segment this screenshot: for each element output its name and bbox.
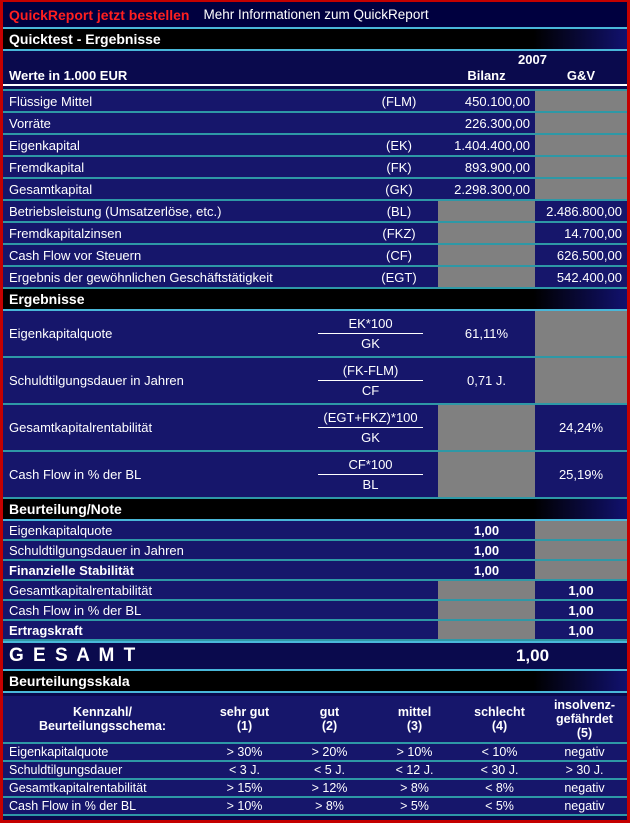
table-row <box>3 762 627 780</box>
guv-value: 25,19% <box>558 467 604 482</box>
formula-numerator: CF*100 <box>348 457 393 472</box>
scale-col-schlecht: schlecht (4) <box>474 705 525 733</box>
row-abbr: (FK) <box>386 159 412 175</box>
formula-denominator: BL <box>362 477 379 492</box>
empty-cell-gray <box>535 91 627 111</box>
guv-rating: 1,00 <box>568 602 594 618</box>
scale-cell: > 10% <box>396 745 433 759</box>
row-label: Schuldtilgungsdauer <box>9 763 123 777</box>
ratings-table <box>3 521 627 641</box>
formula-numerator: (FK-FLM) <box>342 363 399 378</box>
order-quickreport-link[interactable]: QuickReport jetzt bestellen <box>9 6 190 23</box>
empty-cell-gray <box>535 157 627 177</box>
scale-cell: > 8% <box>400 781 429 795</box>
empty-cell-gray <box>438 201 535 221</box>
row-label: Fremdkapital <box>9 159 85 175</box>
bilanz-value: 893.900,00 <box>464 159 530 175</box>
row-label: Schuldtilgungsdauer in Jahren <box>9 542 184 558</box>
row-label: Cash Flow in % der BL <box>9 467 142 482</box>
table-row <box>3 113 627 135</box>
section-header-beurteilung <box>3 499 627 519</box>
table-row <box>3 798 627 816</box>
row-label: Gesamtkapitalrentabilität <box>9 420 153 435</box>
scale-cell: > 30 J. <box>565 763 604 777</box>
formula-denominator: CF <box>361 383 380 398</box>
scale-cell: < 3 J. <box>229 763 260 777</box>
table-row <box>3 780 627 798</box>
page-title: Quicktest - Ergebnisse <box>9 31 161 47</box>
formula-cell <box>303 358 438 403</box>
row-abbr: (GK) <box>385 181 413 197</box>
bilanz-value: 0,71 J. <box>466 373 507 388</box>
empty-cell-gray <box>438 267 535 287</box>
total-label: G E S A M T <box>9 645 138 666</box>
row-label: Cash Flow in % der BL <box>9 799 137 813</box>
scale-cell: < 10% <box>481 745 518 759</box>
values-table <box>3 91 627 289</box>
section-title: Beurteilungsskala <box>9 673 130 689</box>
ratios-table <box>3 311 627 499</box>
scale-cell: < 5% <box>485 799 514 813</box>
empty-cell-gray <box>438 223 535 243</box>
row-label: Eigenkapitalquote <box>9 326 113 341</box>
bilanz-rating: 1,00 <box>473 562 500 578</box>
year-label: 2007 <box>518 51 547 67</box>
scale-cell: > 8% <box>315 799 344 813</box>
quickreport-info-link[interactable]: Mehr Informationen zum QuickReport <box>203 7 429 22</box>
row-abbr: (EGT) <box>381 269 417 285</box>
scale-cell: < 30 J. <box>480 763 519 777</box>
scale-cell: > 20% <box>311 745 348 759</box>
bilanz-rating: 1,00 <box>473 542 500 558</box>
row-label: Cash Flow vor Steuern <box>9 247 142 263</box>
row-label: Betriebsleistung (Umsatzerlöse, etc.) <box>9 203 222 219</box>
table-row <box>3 452 627 499</box>
table-row <box>3 744 627 762</box>
guv-value: 542.400,00 <box>556 269 622 285</box>
table-row <box>3 179 627 201</box>
row-label: Eigenkapitalquote <box>9 522 113 538</box>
section-title: Ergebnisse <box>9 291 85 307</box>
formula-denominator: GK <box>361 430 380 445</box>
section-header-skala <box>3 671 627 691</box>
guv-value: 626.500,00 <box>556 247 622 263</box>
row-label: Eigenkapital <box>9 137 80 153</box>
section-header-quicktest <box>3 29 627 49</box>
fraction-line <box>318 474 423 475</box>
guv-value: 2.486.800,00 <box>546 203 622 219</box>
divider-line <box>3 691 627 693</box>
scale-table-header <box>3 696 627 744</box>
formula-cell <box>303 405 438 450</box>
bilanz-value: 2.298.300,00 <box>454 181 530 197</box>
bilanz-value: 1.404.400,00 <box>454 137 530 153</box>
bilanz-rating: 1,00 <box>473 522 500 538</box>
formula-numerator: (EGT+FKZ)*100 <box>323 410 418 425</box>
empty-cell-gray <box>535 179 627 199</box>
row-label: Eigenkapitalquote <box>9 745 109 759</box>
row-label: Schuldtilgungsdauer in Jahren <box>9 373 184 388</box>
row-abbr: (FLM) <box>381 93 417 109</box>
empty-cell-gray <box>535 113 627 133</box>
bilanz-value: 450.100,00 <box>464 93 530 109</box>
formula-numerator: EK*100 <box>348 316 393 331</box>
table-row <box>3 621 627 641</box>
table-row <box>3 157 627 179</box>
empty-cell-gray <box>535 541 627 559</box>
row-abbr: (FKZ) <box>382 225 416 241</box>
formula-cell <box>303 311 438 356</box>
table-row <box>3 521 627 541</box>
empty-cell-gray <box>535 311 627 356</box>
scale-col-sehr-gut: sehr gut (1) <box>219 705 270 733</box>
scale-cell: negativ <box>564 745 605 759</box>
total-row <box>3 641 627 671</box>
guv-value: 14.700,00 <box>564 225 622 241</box>
empty-cell-gray <box>535 358 627 403</box>
empty-cell-gray <box>535 561 627 579</box>
bilanz-value: 61,11% <box>464 326 509 341</box>
row-label: Fremdkapitalzinsen <box>9 225 122 241</box>
row-abbr: (EK) <box>386 137 412 153</box>
fraction-line <box>318 427 423 428</box>
scale-cell: < 12 J. <box>395 763 434 777</box>
row-abbr <box>360 113 438 133</box>
scale-cell: > 30% <box>226 745 263 759</box>
total-value: 1,00 <box>515 646 550 665</box>
scale-cell: < 8% <box>485 781 514 795</box>
scale-cell: negativ <box>564 781 605 795</box>
row-label: Gesamtkapitalrentabilität <box>9 781 147 795</box>
scale-cell: > 15% <box>226 781 263 795</box>
row-abbr: (CF) <box>386 247 412 263</box>
table-row <box>3 267 627 289</box>
scale-corner-header <box>3 705 202 733</box>
scale-col-insolvenzgefaehrdet: insolvenz- gefährdet (5) <box>553 698 616 740</box>
row-label: Cash Flow in % der BL <box>9 602 142 618</box>
table-row <box>3 135 627 157</box>
table-row <box>3 581 627 601</box>
values-unit-label: Werte in 1.000 EUR <box>9 68 128 83</box>
values-table-header <box>3 51 627 84</box>
empty-cell-gray <box>438 581 535 599</box>
column-header-bilanz: Bilanz <box>467 68 506 83</box>
row-label: Finanzielle Stabilität <box>9 562 134 578</box>
row-label: Vorräte <box>9 115 51 131</box>
table-row <box>3 405 627 452</box>
row-label: Flüssige Mittel <box>9 93 93 109</box>
fraction-line <box>318 380 423 381</box>
guv-rating: 1,00 <box>568 622 594 638</box>
table-row <box>3 358 627 405</box>
scale-corner-line1: Kennzahl/ <box>72 705 133 719</box>
row-label: Ertragskraft <box>9 622 83 638</box>
fraction-line <box>318 333 423 334</box>
table-row <box>3 201 627 223</box>
row-label: Ergebnis der gewöhnlichen Geschäftstätigkeit <box>9 269 273 285</box>
table-row <box>3 245 627 267</box>
row-abbr: (BL) <box>386 203 412 219</box>
scale-cell: > 10% <box>226 799 263 813</box>
scale-col-mittel: mittel (3) <box>397 705 432 733</box>
table-row <box>3 601 627 621</box>
empty-cell-gray <box>438 245 535 265</box>
empty-cell-gray <box>438 405 535 450</box>
bilanz-value: 226.300,00 <box>464 115 530 131</box>
scale-cell: > 12% <box>311 781 348 795</box>
table-row <box>3 91 627 113</box>
scale-cell: < 5 J. <box>314 763 345 777</box>
table-row <box>3 223 627 245</box>
table-row <box>3 311 627 358</box>
guv-rating: 1,00 <box>568 582 594 598</box>
row-label: Gesamtkapital <box>9 181 93 197</box>
formula-cell <box>303 452 438 497</box>
scale-cell: > 5% <box>400 799 429 813</box>
scale-cell: negativ <box>564 799 605 813</box>
section-title: Beurteilung/Note <box>9 501 122 517</box>
empty-cell-gray <box>535 521 627 539</box>
empty-cell-gray <box>438 621 535 639</box>
guv-value: 24,24% <box>558 420 604 435</box>
formula-denominator: GK <box>361 336 380 351</box>
empty-cell-gray <box>438 452 535 497</box>
section-header-ergebnisse <box>3 289 627 309</box>
scale-table <box>3 696 627 816</box>
table-row <box>3 561 627 581</box>
empty-cell-gray <box>438 601 535 619</box>
table-row <box>3 541 627 561</box>
empty-cell-gray <box>535 135 627 155</box>
scale-corner-line2: Beurteilungsschema: <box>38 719 167 733</box>
scale-col-gut: gut (2) <box>319 705 340 733</box>
top-link-bar <box>3 2 627 27</box>
row-label: Gesamtkapitalrentabilität <box>9 582 153 598</box>
column-header-guv: G&V <box>566 68 596 83</box>
